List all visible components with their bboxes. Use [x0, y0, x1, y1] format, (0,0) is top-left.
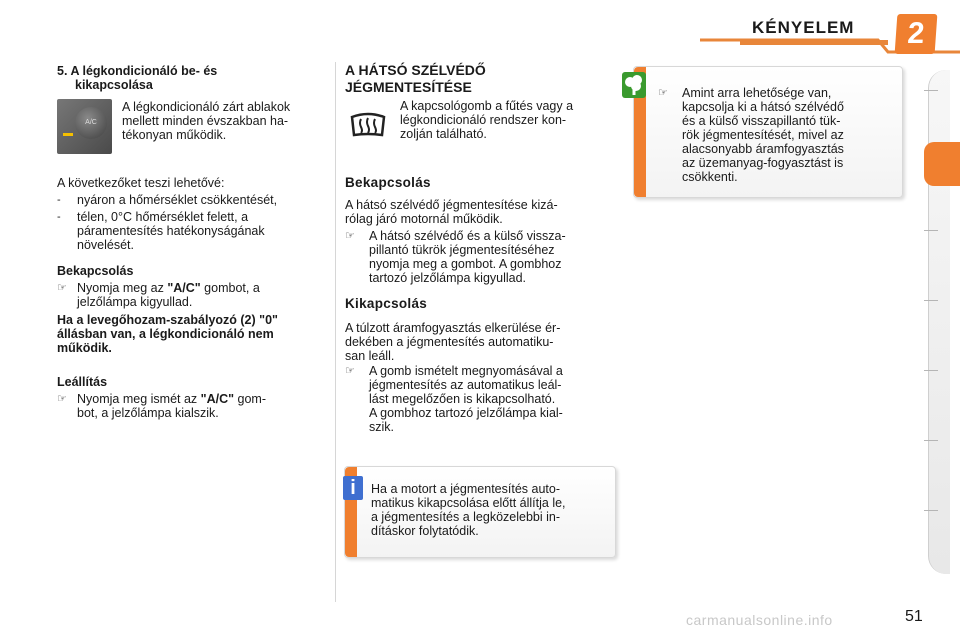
section-heading [57, 64, 217, 78]
list-item [345, 229, 615, 285]
tab-tick[interactable] [924, 370, 938, 371]
subheading-off: Kikapcsolás [345, 296, 428, 311]
list-item-text [77, 210, 327, 252]
text-line: Amint arra lehetősége van, [682, 86, 832, 100]
title-line: A HÁTSÓ SZÉLVÉDŐ [345, 62, 486, 78]
info-icon: i [343, 476, 363, 500]
text-line: san leáll. [345, 349, 395, 363]
title-line: JÉGMENTESÍTÉSE [345, 79, 472, 95]
list-item [658, 86, 898, 184]
info-text [371, 482, 609, 538]
text-line: rök jégmentesítését, mivel az [682, 128, 844, 142]
text-line: és a külső visszapillantó tük- [682, 114, 841, 128]
text-line: jelzőlámpa kigyullad. [77, 295, 193, 309]
text-line: A gombhoz tartozó jelzőlámpa kial- [369, 406, 563, 420]
text-line: kapcsolja ki a hátsó szélvédő [682, 100, 844, 114]
tab-tick[interactable] [924, 300, 938, 301]
text-line: A hátsó szélvédő és a külső vissza- [369, 229, 566, 243]
watermark: carmanualsonline.info [686, 612, 833, 628]
text-line: rólag járó motornál működik. [345, 212, 503, 226]
list-item-text [77, 392, 327, 420]
text-line: pillantó tükrök jégmentesítéséhez [369, 243, 555, 257]
ac-indicator-led [63, 133, 73, 136]
section-number: 5. [57, 64, 68, 78]
list-item-text [682, 86, 898, 184]
subheading-off: Leállítás [57, 375, 108, 389]
ac-button-icon [57, 99, 112, 154]
text-line: növelését. [77, 238, 134, 252]
list-item [57, 193, 327, 207]
list-item [57, 281, 327, 309]
text-line: zolján található. [400, 127, 487, 141]
pointing-hand-icon: ☞ [345, 365, 355, 377]
tab-tick[interactable] [924, 510, 938, 511]
active-chapter-tab[interactable] [924, 142, 960, 186]
text-line: bot, a jelzőlámpa kialszik. [77, 406, 219, 420]
defrost-intro [400, 99, 614, 141]
list-item-text [77, 281, 327, 309]
text-line: dításkor folytatódik. [371, 524, 479, 538]
list-item-text: nyáron a hőmérséklet csökkentését, [77, 193, 278, 207]
ac-intro [122, 100, 327, 142]
text-line: alacsonyabb áramfogyasztás [682, 142, 844, 156]
text-line: szik. [369, 420, 394, 434]
text-run: Nyomja meg az [77, 281, 168, 295]
list-item-text [369, 364, 615, 434]
text-line: A gomb ismételt megnyomásával a [369, 364, 563, 378]
text-line [77, 281, 327, 295]
dash-marker: - [57, 211, 61, 223]
paragraph [345, 198, 615, 226]
ac-button-ref: "A/C" [167, 281, 201, 295]
text-line [77, 392, 327, 406]
rear-defrost-icon [348, 111, 388, 141]
eco-tree-icon [622, 72, 646, 98]
chapter-title-underline [740, 40, 888, 45]
text-line: állásban van, a légkondicionáló nem [57, 327, 274, 341]
text-line: csökkenti. [682, 170, 738, 184]
tree-icon-graphic [622, 72, 646, 98]
tab-tick[interactable] [924, 90, 938, 91]
dash-marker: - [57, 194, 61, 206]
subheading-on: Bekapcsolás [345, 175, 431, 190]
text-line: A hátsó szélvédő jégmentesítése kizá- [345, 198, 558, 212]
section-heading-line2: kikapcsolása [75, 78, 153, 92]
list-item [57, 210, 327, 252]
pointing-hand-icon: ☞ [57, 282, 67, 294]
section-title [345, 62, 486, 96]
section-heading-line1: A légkondicionáló be- és [70, 64, 218, 78]
chapter-title: KÉNYELEM [752, 18, 855, 37]
text-line: tartozó jelzőlámpa kigyullad. [369, 271, 527, 285]
text-line: működik. [57, 341, 112, 355]
text-line: Ha a levegőhozam-szabályozó (2) "0" [57, 313, 278, 327]
column-divider [335, 62, 336, 602]
text-line: az üzemanyag-fogyasztást is [682, 156, 844, 170]
tab-tick[interactable] [924, 230, 938, 231]
text-line: nyomja meg a gombot. A gombhoz [369, 257, 562, 271]
chapter-number-badge: 2 [895, 14, 938, 54]
text-line: A túlzott áramfogyasztás elkerülése ér- [345, 321, 561, 335]
pointing-hand-icon: ☞ [57, 393, 67, 405]
pointing-hand-icon: ☞ [658, 87, 668, 99]
text-line: A légkondicionáló zárt ablakok [122, 100, 291, 114]
text-line: matikus kikapcsolása előtt állítja le, [371, 496, 566, 510]
text-run: gombot, a [200, 281, 260, 295]
pointing-hand-icon: ☞ [345, 230, 355, 242]
text-line: A kapcsológomb a fűtés vagy a [400, 99, 574, 113]
text-line: mellett minden évszakban ha- [122, 114, 289, 128]
text-line: páramentesítés hatékonyságának [77, 224, 265, 238]
text-run: Nyomja meg ismét az [77, 392, 201, 406]
tab-tick[interactable] [924, 440, 938, 441]
text-line: lást megelőzően is kikapcsolható. [369, 392, 556, 406]
text-line: légkondicionáló rendszer kon- [400, 113, 567, 127]
text-line: tékonyan működik. [122, 128, 227, 142]
allows-label: A következőket teszi lehetővé: [57, 176, 225, 190]
text-line: jégmentesítés az automatikus leál- [369, 378, 562, 392]
text-line: télen, 0°C hőmérséklet felett, a [77, 210, 249, 224]
text-line: Ha a motort a jégmentesítés auto- [371, 482, 560, 496]
eco-tip-box [633, 66, 903, 198]
paragraph [345, 321, 615, 363]
subheading-on: Bekapcsolás [57, 264, 134, 278]
text-line: a jégmentesítés a legközelebbi in- [371, 510, 561, 524]
list-item-text [369, 229, 615, 285]
page-number: 51 [905, 608, 923, 625]
text-run: gom- [234, 392, 266, 406]
list-item [345, 364, 615, 434]
info-box [344, 466, 616, 558]
text-line: dekében a jégmentesítés automatiku- [345, 335, 554, 349]
ac-button-ref: "A/C" [200, 392, 235, 406]
warning-text [57, 313, 327, 355]
list-item [57, 392, 327, 420]
ac-knob: A/C [75, 107, 107, 139]
